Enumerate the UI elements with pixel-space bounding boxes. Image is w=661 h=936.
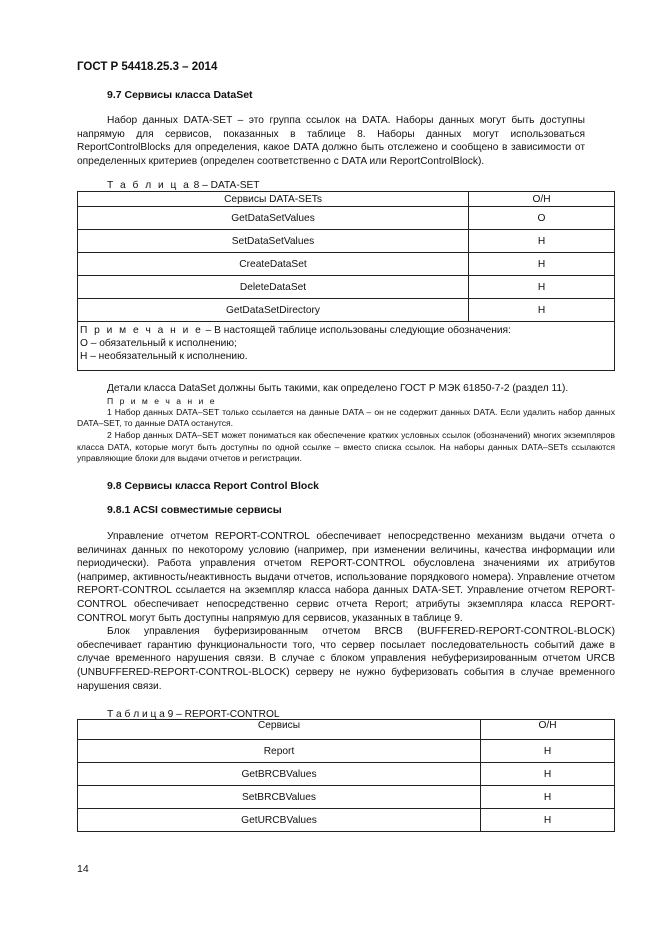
table-row <box>78 207 615 230</box>
table8-service-cell: GetDataSetDirectory <box>78 299 469 322</box>
table9-header-services: Сервисы <box>78 720 481 740</box>
section-9-8-1-title: 9.8.1 ACSI совместимые сервисы <box>107 504 282 516</box>
table9-req-cell: Н <box>481 763 615 786</box>
table-row <box>78 276 615 299</box>
table8-note-row <box>78 322 615 371</box>
table8-req-cell: О <box>469 207 615 230</box>
section-9-7-paragraph: Набор данных DATA-SET – это группа ссылок на DATA. Наборы данных могут быть доступны напрямую для сервисов, показанных в таблице 8. Наборы данных могут использоваться ReportControlBlocks для определения, какое DATA должно быть отслежено и сообщено в зависимости от определенных критериев (определен соответственно с DATA или ReportControlBlock). <box>77 115 585 167</box>
paragraph-report-control: Управление отчетом REPORT-CONTROL обеспечивает непосредственно механизм выдачи отчета о величинах данных по некоторому условию (например, при изменении величины, качества информации или периодически). Работа управления отчетом REPORT-CONTROL обусловлена значениями их атрибутов (например, активность/неактивность выдачи отчетов, использование порядкового номера). Управление отчетом REPORT-CONTROL ссылается на экземпляр класса набора данных DATA-SET. Управление отчетом REPORT-CONTROL обеспечивает непосредственно сервис отчета Report; атрибуты экземпляра класса REPORT-CONTROL могут быть доступны напрямую для сервисов, указанных в таблице 9. <box>77 531 615 624</box>
table9-header-row <box>78 720 615 740</box>
paragraph-brcb: Блок управления буферизированным отчетом BRCB (BUFFERED-REPORT-CONTROL-BLOCK) обеспечивает гарантию функциональности того, что сервер посылает последовательность событий даже в случае временного нарушения связи. В случае с блоком управления небуферизированным отчетом URCB (UNBUFFERED-REPORT-CONTROL-BLOCK) серверу не нужно буферизовать события в случае временного нарушения связи. <box>77 626 615 692</box>
table8-service-cell: GetDataSetValues <box>78 207 469 230</box>
table9-service-cell: GetURCBValues <box>78 809 481 832</box>
notes-label: П р и м е ч а н и е <box>107 396 217 406</box>
document-header: ГОСТ Р 54418.25.3 – 2014 <box>77 61 218 73</box>
note-1: 1 Набор данных DATA–SET только ссылается на данные DATA – он не содержит данных DATA. Если удалить набор данных DATA–SET, то данные DATA останутся. <box>77 407 615 429</box>
notes-block <box>77 407 615 464</box>
table8 <box>77 191 615 371</box>
table-row <box>78 253 615 276</box>
section-9-8-title: 9.8 Сервисы класса Report Control Block <box>107 480 320 492</box>
table9-req-cell: Н <box>481 740 615 763</box>
note-2: 2 Набор данных DATA–SET может пониматься как обеспечение кратких условных ссылок (обозначений) многих экземпляров класса DATA, которые могут быть доступны по одной ссылке – вместо списка ссылок. На наборы данных DATA–SETs ссылаются управляющие блоки для выдачи отчетов и регистрации. <box>77 430 615 463</box>
table9-service-cell: GetBRCBValues <box>78 763 481 786</box>
table9-req-cell: Н <box>481 809 615 832</box>
table9-caption: Т а б л и ц а 9 – REPORT-CONTROL <box>107 709 280 720</box>
table8-header-req: О/Н <box>469 192 615 207</box>
table8-service-cell: CreateDataSet <box>78 253 469 276</box>
table-row <box>78 763 615 786</box>
table-row <box>78 230 615 253</box>
table-row <box>78 809 615 832</box>
table8-service-cell: SetDataSetValues <box>78 230 469 253</box>
table8-header-row <box>78 192 615 207</box>
table-row <box>78 740 615 763</box>
table8-caption-label: Т а б л и ц а <box>107 180 191 191</box>
section-9-7-title: 9.7 Сервисы класса DataSet <box>107 89 253 101</box>
section-9-7-body <box>77 114 585 168</box>
table8-caption-rest: 8 – DATA-SET <box>190 180 260 191</box>
table8-req-cell: Н <box>469 299 615 322</box>
table8-note-line-optional: Н – необязательный к исполнению. <box>80 351 248 362</box>
table-row <box>78 786 615 809</box>
table-row <box>78 299 615 322</box>
table8-caption <box>107 180 260 191</box>
table8-req-cell: Н <box>469 276 615 299</box>
table8-note <box>78 322 615 371</box>
table8-note-text: – В настоящей таблице использованы следующие обозначения: <box>202 325 511 336</box>
table8-service-cell: DeleteDataSet <box>78 276 469 299</box>
table8-req-cell: Н <box>469 253 615 276</box>
dataset-details-text: Детали класса DataSet должны быть такими, как определено ГОСТ Р МЭК 61850-7-2 (раздел 11). <box>107 383 569 394</box>
table8-header-services: Сервисы DATA-SETs <box>78 192 469 207</box>
table9-service-cell: SetBRCBValues <box>78 786 481 809</box>
table8-note-label: П р и м е ч а н и е <box>80 325 203 336</box>
section-9-8-1-body <box>77 530 615 693</box>
table8-note-line-mandatory: О – обязательный к исполнению; <box>80 338 237 349</box>
table9-service-cell: Report <box>78 740 481 763</box>
table9-req-cell: Н <box>481 786 615 809</box>
table9-header-req: О/Н <box>481 720 615 740</box>
table9 <box>77 719 615 832</box>
table8-req-cell: Н <box>469 230 615 253</box>
page-number: 14 <box>77 863 89 875</box>
